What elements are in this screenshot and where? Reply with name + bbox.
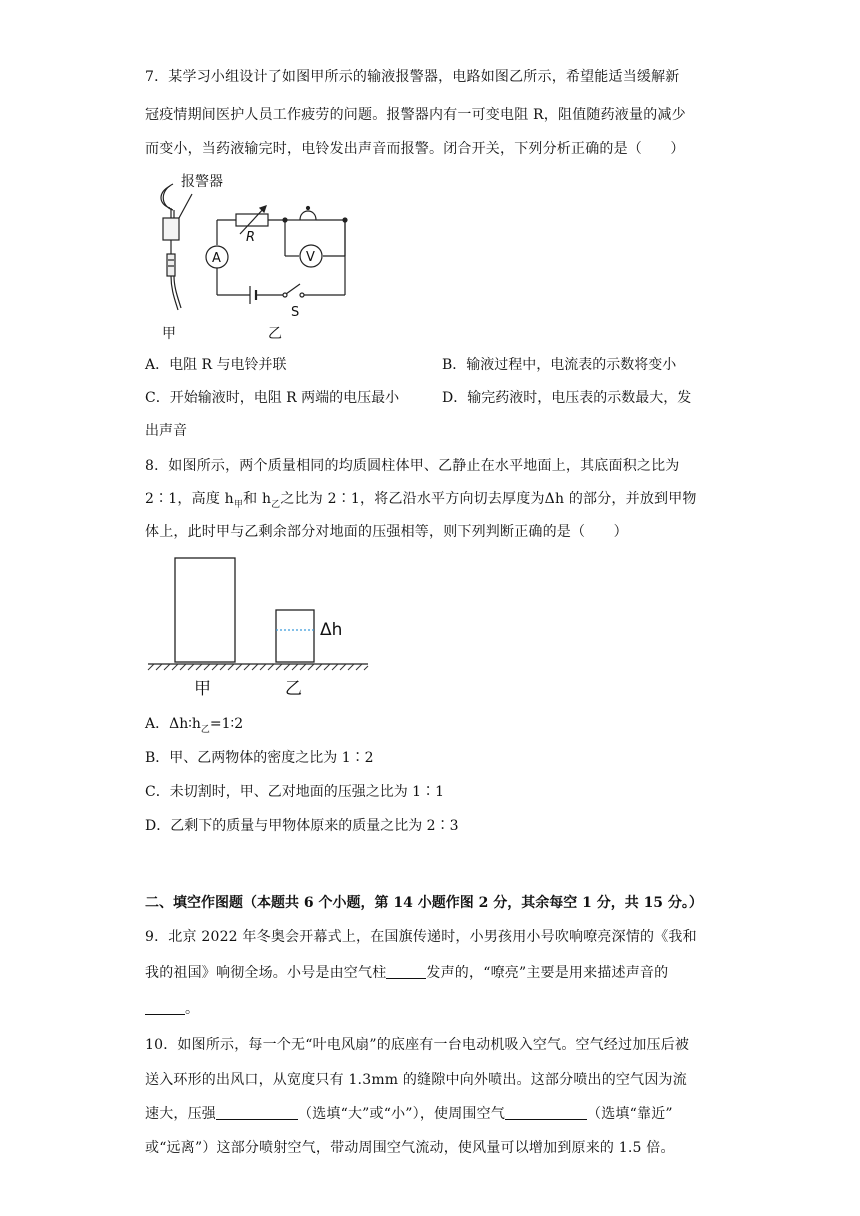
q10-line-2: 送入环形的出风口，从宽度只有 1.3mm 的缝隙中向外喷出。这部分喷出的空气因为流 (145, 1072, 687, 1088)
q7-resistor-label: R (246, 230, 256, 245)
q9-line-2 (145, 963, 668, 983)
q10-blank-1[interactable] (216, 1105, 298, 1120)
q8-sub-yi: 乙 (271, 499, 281, 510)
q8-delta-h-label: Δh (320, 620, 343, 640)
q8-option-a-part-b: =1∶2 (209, 716, 244, 732)
circuit-drawing (206, 206, 347, 304)
q9-line-1: 9．北京 2022 年冬奥会开幕式上，在国旗传递时，小男孩用小号吹响嘹亮深情的《我和 (145, 929, 697, 945)
q7-alarm-label: 报警器 (181, 174, 223, 190)
q7-option-c: C．开始输液时，电阻 R 两端的电压最小 (145, 390, 400, 406)
q7-caption-right: 乙 (268, 326, 282, 342)
cylinder-yi (276, 610, 314, 662)
cylinder-jia (175, 558, 235, 662)
q8-caption-right: 乙 (285, 679, 302, 699)
q9-line-2-part-b: 发声的，“嘹亮”主要是用来描述声音的 (426, 965, 669, 981)
q7-circuit-figure (140, 168, 370, 343)
q8-line-1: 8．如图所示，两个质量相同的均质圆柱体甲、乙静止在水平地面上，其底面积之比为 (145, 458, 680, 474)
q7-option-d-continued: 出声音 (145, 423, 187, 439)
q10-line-3-part-a: 速大，压强 (145, 1106, 216, 1122)
q8-caption-left: 甲 (194, 679, 211, 699)
q7-option-d: D．输完药液时，电压表的示数最大，发 (442, 390, 692, 406)
q9-line-3-end: 。 (185, 1001, 200, 1017)
q8-line-2-part-a: 2∶1，高度 h (145, 491, 234, 507)
q8-line-2 (145, 489, 697, 515)
q7-caption-left: 甲 (162, 326, 176, 342)
q7-line-2: 冠疫情期间医护人员工作疲劳的问题。报警器内有一可变电阻 R，阻值随药液量的减少 (145, 107, 686, 123)
q9-blank-1[interactable] (386, 964, 426, 979)
infusion-alarm-drawing (161, 184, 192, 310)
q8-option-a-part-a: A．Δh∶h (145, 716, 201, 732)
q10-line-1: 10．如图所示，每一个无“叶电风扇”的底座有一台电动机吸入空气。空气经过加压后被 (145, 1037, 690, 1053)
q10-line-3 (145, 1104, 673, 1124)
q8-line-2-part-c: 之比为 2∶1，将乙沿水平方向切去厚度为Δh 的部分，并放到甲物 (280, 491, 697, 507)
q10-line-3-part-b: （选填“大”或“小”），使周围空气 (298, 1106, 506, 1122)
q8-option-a (145, 714, 243, 740)
q7-line-1: 7．某学习小组设计了如图甲所示的输液报警器，电路如图乙所示，希望能适当缓解新 (145, 69, 680, 85)
q9-blank-2[interactable] (145, 1000, 185, 1015)
q8-cylinders-figure (140, 552, 380, 702)
q8-option-d: D．乙剩下的质量与甲物体原来的质量之比为 2∶3 (145, 818, 459, 834)
q7-ammeter-label: A (212, 251, 221, 266)
q8-line-2-part-b: 和 h (243, 491, 272, 507)
q7-option-a: A．电阻 R 与电铃并联 (145, 357, 287, 373)
q7-switch-label: S (291, 305, 300, 320)
q7-voltmeter-label: V (306, 250, 315, 265)
section-2-heading: 二、填空作图题（本题共 6 个小题，第 14 小题作图 2 分，其余每空 1 分，共 15 分。） (145, 895, 703, 911)
q8-option-c: C．未切割时，甲、乙对地面的压强之比为 1∶1 (145, 784, 444, 800)
q9-line-2-part-a: 我的祖国》响彻全场。小号是由空气柱 (145, 965, 387, 981)
q8-option-b: B．甲、乙两物体的密度之比为 1∶2 (145, 750, 374, 766)
q8-line-3: 体上，此时甲与乙剩余部分对地面的压强相等，则下列判断正确的是（ ） (145, 524, 628, 540)
q8-option-a-sub: 乙 (200, 724, 210, 735)
q10-blank-2[interactable] (505, 1105, 587, 1120)
q10-line-3-part-c: （选填“靠近” (587, 1106, 673, 1122)
ground-hatching (148, 664, 368, 670)
q10-line-4: 或“远离”）这部分喷射空气，带动周围空气流动，使风量可以增加到原来的 1.5 倍。 (145, 1140, 675, 1156)
q7-line-3: 而变小，当药液输完时，电铃发出声音而报警。闭合开关，下列分析正确的是（ ） (145, 141, 685, 157)
q7-option-b: B．输液过程中，电流表的示数将变小 (442, 357, 677, 373)
q9-line-3 (145, 999, 199, 1019)
q8-sub-jia: 甲 (233, 499, 244, 510)
